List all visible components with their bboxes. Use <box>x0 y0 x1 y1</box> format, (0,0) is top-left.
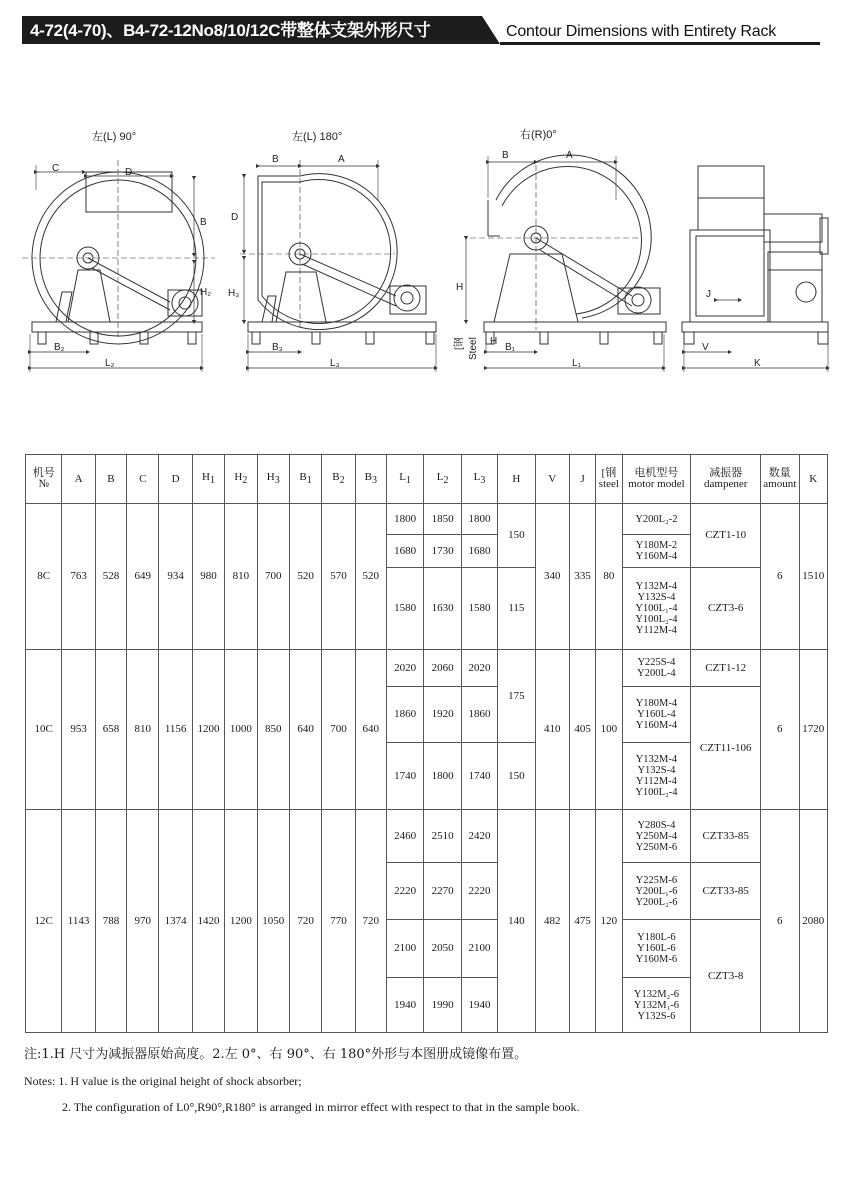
table-row <box>26 650 828 687</box>
dim-label-h-small: H <box>490 336 498 347</box>
cell-h1: 1420 <box>192 810 224 1033</box>
note-english-2: 2. The configuration of L0°,R90°,R180° is arranged in mirror effect with respect to that in the sample book. <box>62 1100 580 1114</box>
col-header-dampener: 减振器 dampener <box>691 455 761 504</box>
cell-l2: 1920 <box>424 687 461 743</box>
cell-motor: Y132M-4 Y132S-4 Y100L₁-4 Y100L₂-4 Y112M-4 <box>622 568 691 650</box>
col-header-b3: $B_3$ <box>355 455 386 504</box>
cell-amount: 6 <box>761 810 799 1033</box>
col-header-k: K <box>799 455 828 504</box>
dim-label-h3: H₃ <box>228 288 240 299</box>
title-english: Contour Dimensions with Entirety Rack <box>506 23 777 40</box>
cell-l3: 1860 <box>461 687 497 743</box>
dim-label-v: V <box>702 342 709 353</box>
cell-steel: 120 <box>596 810 622 1033</box>
dim-label-steel-en: Steel <box>468 337 479 360</box>
cell-c: 810 <box>127 650 159 810</box>
cell-l3: 1740 <box>461 743 497 810</box>
cell-l2: 1990 <box>424 978 461 1033</box>
cell-b: 528 <box>95 504 126 650</box>
col-header-d: D <box>159 455 192 504</box>
dim-label-l2: L₂ <box>105 358 115 369</box>
cell-motor: Y225S-4 Y200L-4 <box>622 650 691 687</box>
note-chinese: 注:1.H 尺寸为减振器原始高度。2.左 0°、右 90°、右 180°外形与本图册成镜像布置。 <box>24 1047 528 1062</box>
view-left-180-caption: 左(L) 180° <box>292 131 343 143</box>
cell-dampener: CZT33-85 <box>691 863 761 920</box>
cell-l1: 1740 <box>386 743 423 810</box>
col-header-motor: 电机型号 motor model <box>622 455 691 504</box>
cell-amount: 6 <box>761 650 799 810</box>
cell-c: 970 <box>127 810 159 1033</box>
cell-motor: Y180M-2 Y160M-4 <box>622 535 691 568</box>
cell-h2: 810 <box>225 504 257 650</box>
dim-label-c: C <box>52 163 60 174</box>
cell-motor: Y180L-6 Y160L-6 Y160M-6 <box>622 920 691 978</box>
cell-v: 410 <box>535 650 569 810</box>
dim-label-h2: H₂ <box>200 287 212 298</box>
dim-label-k: K <box>754 358 761 369</box>
cell-dampener: CZT3-6 <box>691 568 761 650</box>
view-right-0-caption: 右(R)0° <box>520 129 557 141</box>
cell-amount: 6 <box>761 504 799 650</box>
cell-h2: 1200 <box>225 810 257 1033</box>
cell-a: 953 <box>62 650 95 810</box>
dim-label-b: B <box>200 217 207 228</box>
cell-steel: 80 <box>596 504 622 650</box>
cell-dampener: CZT3-8 <box>691 920 761 1033</box>
col-header-j: J <box>569 455 595 504</box>
cell-b1: 640 <box>289 650 321 810</box>
cell-motor: Y200L₂-2 <box>622 504 691 535</box>
cell-l3: 2100 <box>461 920 497 978</box>
cell-b2: 700 <box>322 650 355 810</box>
dim-label-h-v3: H <box>456 282 464 293</box>
cell-h2: 1000 <box>225 650 257 810</box>
col-header-h1: $H_1$ <box>192 455 224 504</box>
cell-j: 335 <box>569 504 595 650</box>
col-header-b: B <box>95 455 126 504</box>
col-header-a: A <box>62 455 95 504</box>
table-row <box>26 504 828 535</box>
cell-dampener: CZT33-85 <box>691 810 761 863</box>
cell-k: 1720 <box>799 650 828 810</box>
notes <box>24 1043 824 1115</box>
cell-d: 934 <box>159 504 192 650</box>
cell-no: 12C <box>26 810 62 1033</box>
cell-l1: 1580 <box>386 568 423 650</box>
note-english-1: Notes: 1. H value is the original height of shock absorber; <box>24 1074 302 1088</box>
dim-label-d-v2: D <box>231 212 239 223</box>
col-header-amount: 数量 amount <box>761 455 799 504</box>
cell-d: 1156 <box>159 650 192 810</box>
cell-l3: 1680 <box>461 535 497 568</box>
cell-h: 150 <box>498 504 535 568</box>
view-left-90-caption: 左(L) 90° <box>92 131 137 143</box>
view-left-180 <box>240 130 436 372</box>
cell-l1: 1860 <box>386 687 423 743</box>
cell-l2: 1800 <box>424 743 461 810</box>
dim-label-steel-cn: [钢 <box>454 337 465 350</box>
cell-b3: 720 <box>355 810 386 1033</box>
cell-b2: 770 <box>322 810 355 1033</box>
cell-l1: 2220 <box>386 863 423 920</box>
cell-k: 2080 <box>799 810 828 1033</box>
cell-l3: 1580 <box>461 568 497 650</box>
cell-h3: 1050 <box>257 810 289 1033</box>
cell-h3: 700 <box>257 504 289 650</box>
cell-l3: 1940 <box>461 978 497 1033</box>
cell-b1: 720 <box>289 810 321 1033</box>
col-header-h3: $H_3$ <box>257 455 289 504</box>
fan-dimension-drawing <box>0 0 850 440</box>
cell-d: 1374 <box>159 810 192 1033</box>
cell-h: 175 <box>498 650 535 743</box>
cell-l2: 2050 <box>424 920 461 978</box>
cell-l3: 2020 <box>461 650 497 687</box>
dim-label-b2: B₂ <box>54 342 65 353</box>
cell-l1: 1680 <box>386 535 423 568</box>
cell-h: 140 <box>498 810 535 1033</box>
col-header-b1: $B_1$ <box>289 455 321 504</box>
cell-l1: 1800 <box>386 504 423 535</box>
dim-label-a-v2: A <box>338 154 345 165</box>
col-header-l2: $L_2$ <box>424 455 461 504</box>
col-header-v: V <box>535 455 569 504</box>
col-header-h2: $H_2$ <box>225 455 257 504</box>
cell-motor: Y280S-4 Y250M-4 Y250M-6 <box>622 810 691 863</box>
dim-label-l3: L₃ <box>330 358 340 369</box>
dim-label-b1: B₁ <box>505 342 516 353</box>
cell-steel: 100 <box>596 650 622 810</box>
col-header-steel: [钢 steel <box>596 455 622 504</box>
cell-motor: Y180M-4 Y160L-4 Y160M-4 <box>622 687 691 743</box>
cell-a: 1143 <box>62 810 95 1033</box>
col-header-b2: $B_2$ <box>322 455 355 504</box>
cell-motor: Y225M-6 Y200L₁-6 Y200L₂-6 <box>622 863 691 920</box>
cell-j: 405 <box>569 650 595 810</box>
dim-label-j: J <box>706 289 711 300</box>
dim-label-b-v2: B <box>272 154 279 165</box>
title-chinese: 4-72(4-70)、B4-72-12No8/10/12C带整体支架外形尺寸 <box>30 21 431 40</box>
cell-l1: 2100 <box>386 920 423 978</box>
cell-l1: 2460 <box>386 810 423 863</box>
cell-h: 150 <box>498 743 535 810</box>
cell-l2: 1630 <box>424 568 461 650</box>
cell-l2: 1730 <box>424 535 461 568</box>
dim-label-b3: B₃ <box>272 342 283 353</box>
cell-b: 788 <box>95 810 126 1033</box>
col-header-l1: $L_1$ <box>386 455 423 504</box>
cell-j: 475 <box>569 810 595 1033</box>
dimension-table <box>25 454 828 1033</box>
cell-b3: 640 <box>355 650 386 810</box>
dim-label-d: D <box>125 167 133 178</box>
cell-l2: 2510 <box>424 810 461 863</box>
cell-no: 10C <box>26 650 62 810</box>
cell-no: 8C <box>26 504 62 650</box>
cell-c: 649 <box>127 504 159 650</box>
cell-h1: 1200 <box>192 650 224 810</box>
col-header-h: H <box>498 455 535 504</box>
dim-label-b-v3: B <box>502 150 509 161</box>
col-header-no: 机号 № <box>26 455 62 504</box>
cell-v: 340 <box>535 504 569 650</box>
cell-dampener: CZT1-10 <box>691 504 761 568</box>
cell-dampener: CZT1-12 <box>691 650 761 687</box>
cell-l1: 2020 <box>386 650 423 687</box>
cell-motor: Y132M₂-6 Y132M₁-6 Y132S-6 <box>622 978 691 1033</box>
table-row <box>26 810 828 863</box>
cell-v: 482 <box>535 810 569 1033</box>
cell-l3: 2420 <box>461 810 497 863</box>
cell-h: 115 <box>498 568 535 650</box>
view-left-90 <box>22 130 215 372</box>
cell-b3: 520 <box>355 504 386 650</box>
cell-a: 763 <box>62 504 95 650</box>
cell-l2: 2060 <box>424 650 461 687</box>
cell-h3: 850 <box>257 650 289 810</box>
cell-l2: 1850 <box>424 504 461 535</box>
cell-b: 658 <box>95 650 126 810</box>
table-header-row <box>26 455 828 504</box>
cell-l3: 1800 <box>461 504 497 535</box>
cell-dampener: CZT11-106 <box>691 687 761 810</box>
cell-motor: Y132M-4 Y132S-4 Y112M-4 Y100L₂-4 <box>622 743 691 810</box>
cell-b2: 570 <box>322 504 355 650</box>
cell-l3: 2220 <box>461 863 497 920</box>
col-header-c: C <box>127 455 159 504</box>
cell-l2: 2270 <box>424 863 461 920</box>
cell-h1: 980 <box>192 504 224 650</box>
cell-l1: 1940 <box>386 978 423 1033</box>
dim-label-a-v3: A <box>566 150 573 161</box>
cell-k: 1510 <box>799 504 828 650</box>
cell-b1: 520 <box>289 504 321 650</box>
dim-label-l1: L₁ <box>572 358 581 369</box>
col-header-l3: $L_3$ <box>461 455 497 504</box>
